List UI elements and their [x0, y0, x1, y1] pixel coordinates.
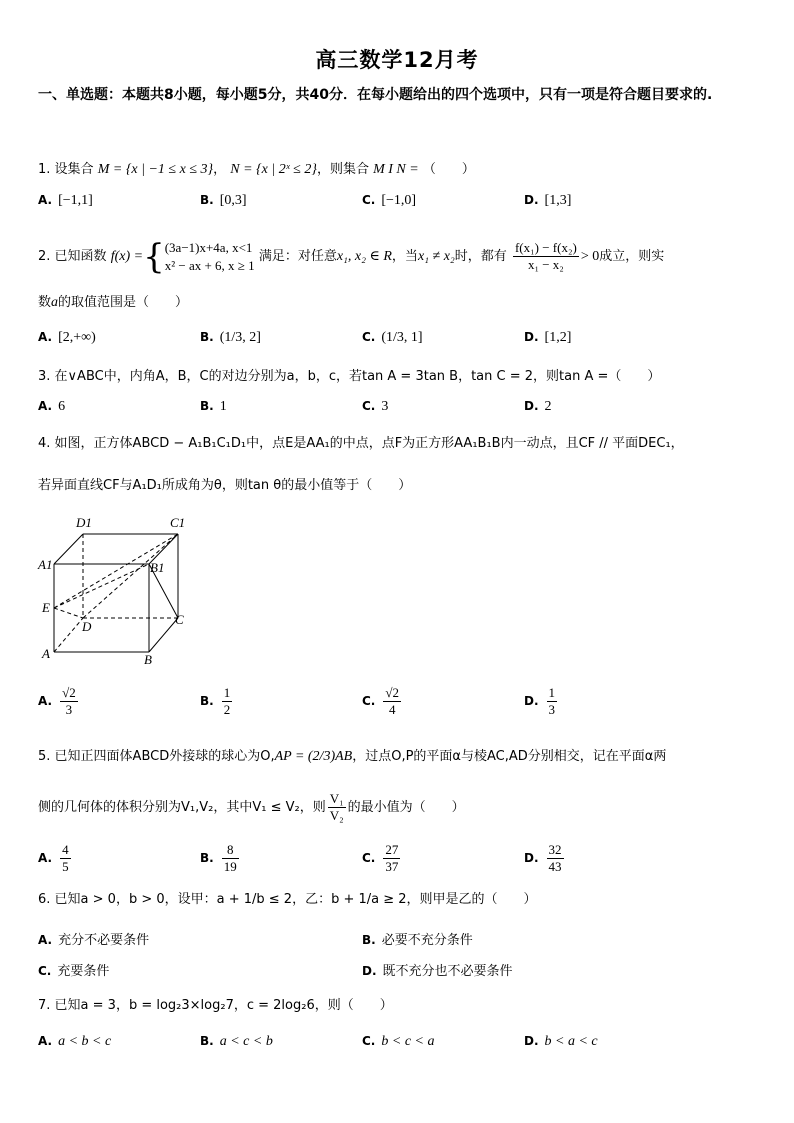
q1-blank: （ ）: [422, 162, 475, 177]
q5-option-c[interactable]: C. $\frac{27}{37}$: [362, 842, 399, 874]
q3-text: 在∨ABC中，内角A，B，C的对边分别为a，b，c，若tan A = 3tan B，tan C = 2，则tan A =（ ）: [54, 369, 661, 384]
q2-cond-2: x₁ ≠ x₂: [417, 249, 455, 264]
q1-text-b: ，则集合: [316, 162, 369, 177]
q1-option-b[interactable]: B. [0,3]: [200, 193, 247, 208]
q1-sep: ，: [213, 162, 227, 177]
edge-a1d1: [54, 534, 83, 564]
q7-option-b[interactable]: B. a < c < b: [200, 1034, 273, 1049]
q6-text: 已知a > 0，b > 0，设甲：a + 1/b ≤ 2，乙：b + 1/a ≥ 2，则甲是乙的（ ）: [54, 892, 537, 907]
q2-fraction: $\frac{\text{f(x₁) − f(x₂)}}{\text{x₁ − x₂}}$: [514, 240, 577, 272]
q5-option-a[interactable]: A. $\frac{4}{5}$: [38, 842, 69, 874]
q7-options: [38, 1034, 760, 1064]
q2-fx: f(x) =: [110, 249, 144, 264]
q2-text-d: 时，都有: [454, 249, 507, 264]
q6-options-row-1: [38, 929, 760, 959]
q2-case-2: x² − ax + 6, x ≥ 1: [164, 257, 255, 273]
edge-ad: [54, 618, 83, 652]
q4-option-c[interactable]: C. $\frac{√2}{4}$: [362, 685, 400, 717]
q3-option-b[interactable]: B. 1: [200, 399, 227, 414]
q2-option-b[interactable]: B. (1/3, 2]: [200, 330, 261, 345]
q2-case-1: (3a−1)x+4a, x<1: [164, 239, 253, 255]
q2-option-a[interactable]: A. [2,+∞): [38, 330, 96, 345]
q1-option-a[interactable]: A. [−1,1]: [38, 193, 93, 208]
q5-vector: AP = (2/3)AB: [274, 749, 353, 764]
q2-number: 2.: [38, 249, 51, 264]
q1-set-n: N = {x | 2ˣ ≤ 2}: [230, 162, 317, 177]
label-a: A: [42, 646, 50, 661]
q2-text-c: ，当: [391, 249, 418, 264]
question-2: [38, 237, 760, 277]
q7-number: 7.: [38, 998, 51, 1013]
label-a1: A1: [38, 557, 53, 572]
q7-option-c[interactable]: C. b < c < a: [362, 1034, 435, 1049]
q7-text: 已知a = 3，b = log₂3×log₂7，c = 2log₂6，则（ ）: [54, 998, 393, 1013]
q6-option-b[interactable]: B. 必要不充分条件: [362, 933, 473, 948]
q3-option-c[interactable]: C. 3: [362, 399, 389, 414]
label-d: D: [82, 619, 92, 634]
q1-option-c[interactable]: C. [−1,0]: [362, 193, 417, 208]
q3-number: 3.: [38, 369, 51, 384]
q2-option-c[interactable]: C. (1/3, 1]: [362, 330, 423, 345]
q6-number: 6.: [38, 892, 51, 907]
page-title: 高三数学12月考: [315, 48, 479, 72]
label-d1: D1: [76, 515, 92, 530]
label-b: B: [144, 652, 152, 667]
q2-brace: {: [143, 236, 165, 277]
q2-options: [38, 330, 760, 360]
q4-options: [38, 685, 760, 725]
q4-number: 4.: [38, 436, 51, 451]
q4-option-d[interactable]: D. $\frac{1}{3}$: [524, 685, 556, 717]
segment-ed: [54, 608, 83, 618]
q5-line-1a: 已知正四面体ABCD外接球的球心为O,: [54, 749, 275, 764]
cube-figure: [36, 512, 196, 670]
q5-line-2: 侧的几何体的体积分别为V₁,V₂，其中V₁ ≤ V₂，则 $\frac{\text{V₁}}{\text{V₂}}$ 的最小值为（ ）: [38, 791, 465, 823]
q2-text-f: 成立，则实: [599, 249, 665, 264]
label-b1: B1: [150, 560, 165, 575]
q7-option-d[interactable]: D. b < a < c: [524, 1034, 598, 1049]
label-c: C: [175, 612, 184, 627]
q5-option-b[interactable]: B. $\frac{8}{19}$: [200, 842, 237, 874]
q1-expr: M I N =: [373, 162, 419, 177]
segment-dc1: [83, 534, 178, 618]
q2-text-a: 已知函数: [54, 249, 107, 264]
label-e: E: [42, 600, 50, 615]
q6-options-row-2: [38, 960, 760, 990]
q1-options: [38, 193, 760, 223]
question-7: [38, 996, 760, 1016]
q1-set-m: M = {x | −1 ≤ x ≤ 3}: [97, 162, 214, 177]
q5-line-1b: ，过点O,P的平面α与棱AC,AD分别相交，记在平面α两: [352, 749, 667, 764]
question-3: [38, 367, 760, 387]
q4-option-a[interactable]: A. $\frac{√2}{3}$: [38, 685, 76, 717]
q7-option-a[interactable]: A. a < b < c: [38, 1034, 112, 1049]
label-c1: C1: [170, 515, 186, 530]
q2-cases: [165, 239, 255, 275]
q4-line-2: 若异面直线CF与A₁D₁所成角为θ，则tan θ的最小值等于（ ）: [38, 478, 412, 493]
question-4: [38, 434, 760, 454]
q5-option-d[interactable]: D. $\frac{32}{43}$: [524, 842, 562, 874]
q2-text-e: > 0: [580, 249, 600, 264]
q6-option-c[interactable]: C. 充要条件: [38, 964, 110, 979]
q6-option-d[interactable]: D. 既不充分也不必要条件: [362, 964, 513, 979]
q2-cond-1: x₁, x₂ ∈ R: [336, 249, 392, 264]
q6-option-a[interactable]: A. 充分不必要条件: [38, 933, 150, 948]
question-1: [38, 160, 760, 180]
question-6: [38, 890, 760, 910]
q1-number: 1.: [38, 162, 51, 177]
q5-options: [38, 842, 760, 882]
q3-options: [38, 399, 760, 429]
q5-number: 5.: [38, 749, 51, 764]
q2-option-d[interactable]: D. [1,2]: [524, 330, 572, 345]
q1-text-a: 设集合: [54, 162, 94, 177]
q2-text-b: 满足：对任意: [258, 249, 337, 264]
question-5: [38, 742, 760, 772]
q2-line-2: 数a的取值范围是（ ）: [38, 295, 189, 310]
q3-option-d[interactable]: D. 2: [524, 399, 552, 414]
q4-line-1: 如图，正方体ABCD − A₁B₁C₁D₁中，点E是AA₁的中点，点F为正方形AA₁B₁B内一动点，且CF // 平面DEC₁，: [54, 436, 684, 451]
q1-option-d[interactable]: D. [1,3]: [524, 193, 572, 208]
edge-bc: [149, 618, 178, 652]
section-heading: 一、单选题：本题共8小题，每小题5分，共40分．在每小题给出的四个选项中，只有一项是符合题目要求的.: [38, 87, 713, 103]
q4-option-b[interactable]: B. $\frac{1}{2}$: [200, 685, 231, 717]
q3-option-a[interactable]: A. 6: [38, 399, 66, 414]
